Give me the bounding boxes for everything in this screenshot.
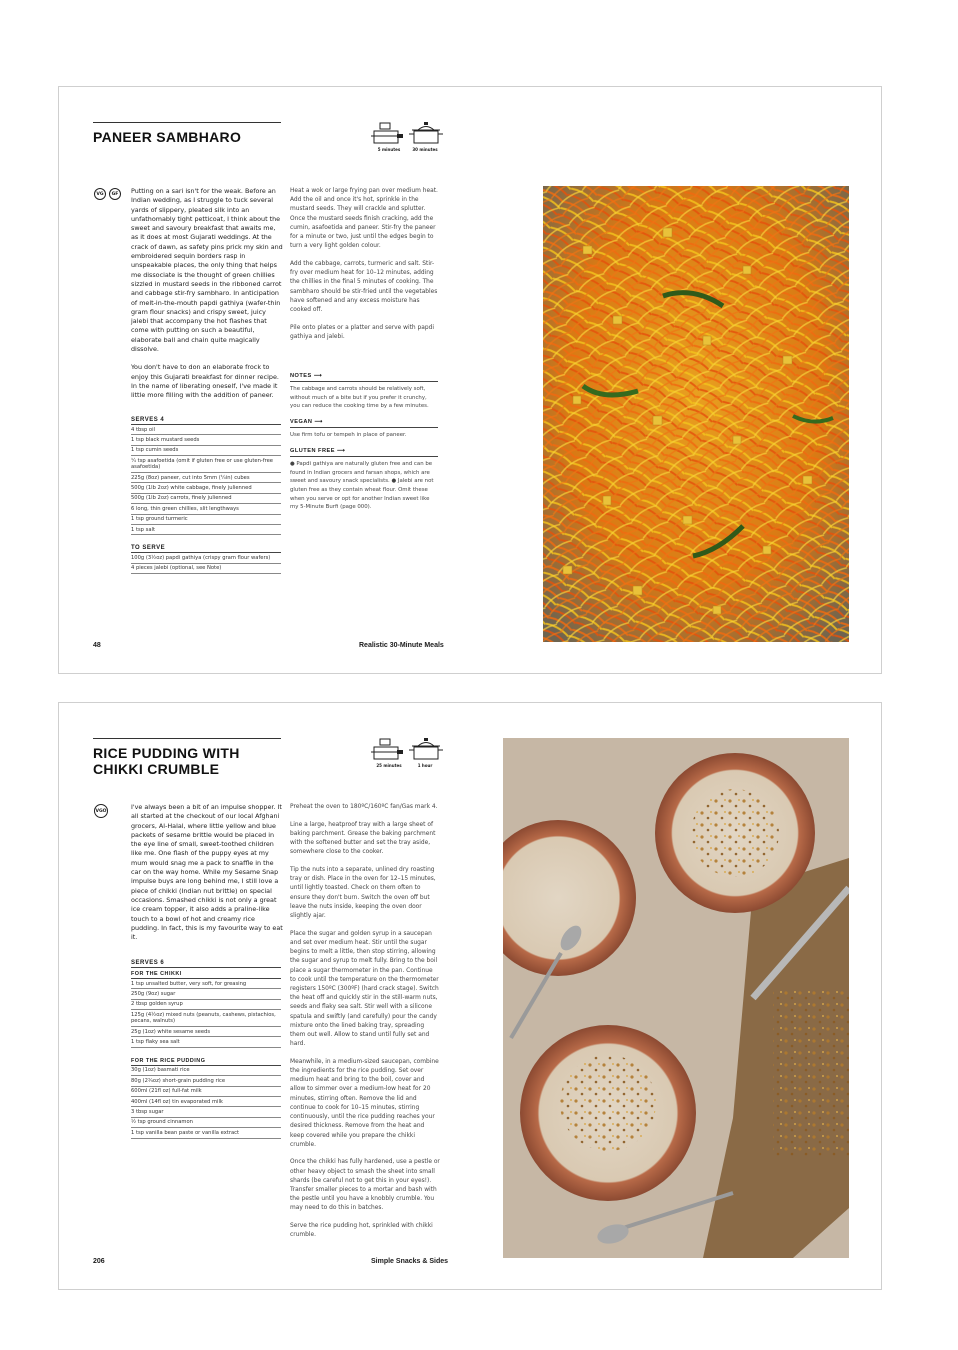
method-step: Tip the nuts into a separate, unlined dry roasting tray or dish. Place in the oven for 12–15 minutes, until lightly toasted. Check on them often to ensure they don't burn. Switch the oven off but leave the nuts inside, keeping the oven door slightly ajar. [290,867,436,920]
vegan-heading-text: VEGAN [290,419,313,426]
notes-heading-text: NOTES [290,373,312,379]
notes-section [290,373,438,520]
serves-heading: SERVES 6 [131,960,281,968]
badge-gluten-free: GF [109,188,121,200]
method-step: Add the cabbage, carrots, turmeric and salt. Stir-fry over medium heat for 10–12 minutes, adding the chillies in the final 5 minutes of cooking. The sambharo should be stir-fried until the vegetables have softened and any excess moisture has cooked off. [290,260,438,313]
ingredients-list [131,960,281,1139]
vegan-text: Use firm tofu or tempeh in place of paneer. [290,432,407,439]
intro-text [131,187,283,410]
recipe-page-rice-pudding [58,702,882,1290]
gluten-free-heading [290,448,438,457]
ingredient-item: 1 tsp flaky sea salt [131,1037,281,1047]
section-name: Realistic 30-Minute Meals [359,642,444,649]
timing-panel [369,121,449,161]
ingredient-item: 125g (4½oz) mixed nuts (peanuts, cashews, pistachios, pecans, walnuts) [131,1010,281,1027]
page-number: 206 [93,1258,105,1265]
ingredient-item: 225g (8oz) paneer, cut into 5mm (¼in) cubes [131,473,281,483]
ingredient-item: 6 long, thin green chillies, slit lengthways [131,504,281,514]
dish-photo-sambharo [543,186,849,642]
intro-paragraph: Putting on a sari isn't for the weak. Before an Indian wedding, as I struggle to tuck several yards of slippery, pleated silk into an unfathomably tight petticoat, I think about the sweet and savoury breakfast that awaits me, as it does at most Gujarati weddings. At the crack of dawn, as safety pins prick my skin and embroidered sequin borders rasp in unspeakable places, the only thing that helps me dissociate is the thought of green chillies sizzled in mustard seeds in the ribboned carrot and cabbage stir-fry sambharo. In anticipation of melt-in-the-mouth papdi gathiya (wafer-thin gram flour snacks) and crispy sweet, juicy jalebi that accompany the hot flashes that come with putting on such a beautiful, elaborate ball and chain quite magically dissolve. [131,187,283,354]
intro-text [131,803,283,951]
page-number: 48 [93,642,101,649]
notes-heading [290,373,438,382]
method-step: Place the sugar and golden syrup in a saucepan and set over medium heat. Stir until the sugar begins to melt a little, then stop stirring, allowing the sugar and syrup to melt fully. Bring to the boil place a sugar thermometer in the pan. Continue to cook until the temperature on the thermometer registers 150ºC (300ºF) (hard crack stage). Switch the heat off and quickly stir in the still-warm nuts, seeds and flaky sea salt. Stir well with a silicone spatula and swiftly (and carefully) pour the candy mixture onto the lined baking tray, spreading them out well. Allow to stand until fully set and hard. [290,930,439,1048]
ingredient-item: 4 tbsp oil [131,425,281,435]
dish-photo-rice-pudding [503,738,849,1258]
intro-paragraph: I've always been a bit of an impulse shopper. It all started at the checkout of our local Afghani grocers, Al-Halal, where little yellow and blue packets of sesame brittle would be placed in the eye line of small, sweet-toothed children like me. One flash of the puppy eyes at my mum would snag me a pack to snaffle in the car on the way home. While my Sesame Snap impulse buys are long behind me, I still love a piece of chikki (Indian nut brittle) on special occasions. Smashed chikki is not only a great ice cream topper, it also adds a praline-like touch to a bowl of hot and creamy rice pudding. In fact, this is my favourite way to eat it. [131,803,283,942]
vegan-heading [290,419,438,428]
method-step: Meanwhile, in a medium-sized saucepan, combine the ingredients for the rice pudding. Set over medium heat and bring to the boil, cover and allow to simmer over a medium-low heat for 20 minutes, stirring often. Remove the lid and continue to cook for 10–15 minutes, stirring continuously, until the rice pudding reaches your desired thickness. Remove from the heat and keep covered while you prepare the chikki crumble. [290,1058,439,1148]
ingredient-item: 400ml (14fl oz) tin evaporated milk [131,1097,281,1107]
cook-time: 30 minutes [412,147,438,152]
cook-time: 1 hour [417,763,433,768]
recipe-title-line: CHIKKI CRUMBLE [93,761,220,777]
arrow-right-icon: ⟶ [337,447,346,454]
ingredient-item: 2 tbsp golden syrup [131,1000,281,1010]
method-step: Serve the rice pudding hot, sprinkled with chikki crumble. [290,1223,433,1239]
cooking-pot-icon [409,121,443,147]
prep-board-knife-icon [371,737,405,763]
to-serve-heading: TO SERVE [131,545,281,553]
chikki-heading: FOR THE CHIKKI [131,971,281,979]
badge-vegetarian: VG [94,188,106,200]
ingredient-item: 500g (1lb 2oz) carrots, finely julienned [131,494,281,504]
ingredient-item: 500g (1lb 2oz) white cabbage, finely julienned [131,483,281,493]
gluten-free-text: ● Papdi gathiya are naturally gluten free and can be found in Indian grocers and farsan shops, which are sweet and savoury snack specialists. ● Jalebi are not gluten free as they contain wheat flour. Omit these when you serve or opt for another Indian sweet like my 5-Minute Burfi (page 000). [290,460,434,511]
recipe-title: PANEER SAMBHARO [93,129,242,145]
ingredient-item: 1 tsp black mustard seeds [131,435,281,445]
ingredient-item: 3 tbsp sugar [131,1107,281,1117]
ingredient-item: 4 pieces jalebi (optional, see Note) [131,564,281,574]
serves-heading: SERVES 4 [131,417,281,425]
method-text [290,803,440,1249]
intro-paragraph: You don't have to don an elaborate frock to enjoy this Gujarati breakfast for dinner recipe. In the name of liberating oneself, I've made it little more filling with the addition of paneer. [131,363,279,400]
title-rule [93,738,281,739]
section-name: Simple Snacks & Sides [371,1258,449,1265]
method-step: Heat a wok or large frying pan over medium heat. Add the oil and once it's hot, sprinkle in the mustard seeds. They will crackle and splutter. Once the mustard seeds finish cracking, add the cumin, asafoetida and paneer. Stir-fry the paneer for a minute or two, just until the edges begin to turn a very light golden colour. [290,188,438,250]
method-step: Line a large, heatproof tray with a large sheet of baking parchment. Grease the baking parchment with the softened butter and set the tray aside, somewhere close to the cooker. [290,821,436,856]
method-step: Preheat the oven to 180ºC/160ºC fan/Gas mark 4. [290,804,438,810]
recipe-title [93,745,240,777]
badge-vegan-option: VGO [94,804,108,818]
ingredient-item: 1 tsp ground turmeric [131,515,281,525]
prep-time: 25 minutes [376,763,402,768]
title-rule [93,122,281,123]
method-text [290,187,438,351]
ingredient-item: ¼ tsp asafoetida (omit if gluten free or use gluten-free asafoetida) [131,456,281,473]
ingredient-item: 25g (1oz) white sesame seeds [131,1027,281,1037]
ingredient-item: 250g (9oz) sugar [131,989,281,999]
recipe-page-paneer-sambharo [58,86,882,674]
ingredient-item: 1 tsp cumin seeds [131,446,281,456]
prep-time: 5 minutes [377,147,401,152]
timing-panel [369,737,449,777]
ingredient-item: 30g (1oz) basmati rice [131,1066,281,1076]
arrow-right-icon: ⟶ [313,373,323,379]
ingredient-item: 100g (3½oz) papdi gathiya (crispy gram flour wafers) [131,553,281,563]
gluten-free-heading-text: GLUTEN FREE [290,447,335,454]
ingredient-item: 1 tsp vanilla bean paste or vanilla extract [131,1128,281,1138]
ingredient-item: 80g (2¾oz) short-grain pudding rice [131,1076,281,1086]
recipe-title-line: RICE PUDDING WITH [93,745,240,761]
method-step: Pile onto plates or a platter and serve with papdi gathiya and jalebi. [290,324,434,340]
ingredients-list [131,417,281,574]
ingredient-item: ½ tsp ground cinnamon [131,1118,281,1128]
method-step: Once the chikki has fully hardened, use a pestle or other heavy object to smash the sheet into small shards (be careful not to get this in your eyes!). Transfer smaller pieces to a mortar and bash with the pestle until you have a knobbly crumble. You may need to do this in batches. [290,1159,440,1212]
prep-board-knife-icon [371,121,405,147]
cooking-pot-icon [409,737,443,763]
ingredient-item: 600ml (21fl oz) full-fat milk [131,1087,281,1097]
arrow-right-icon: ⟶ [314,419,323,426]
notes-text: The cabbage and carrots should be relatively soft, without much of a bite but if you prefer it crunchy, you can reduce the cooking time by a few minutes. [290,386,429,410]
ingredient-item: 1 tsp unsalted butter, very soft, for greasing [131,979,281,989]
pudding-heading: FOR THE RICE PUDDING [131,1058,281,1066]
ingredient-item: 1 tsp salt [131,525,281,535]
